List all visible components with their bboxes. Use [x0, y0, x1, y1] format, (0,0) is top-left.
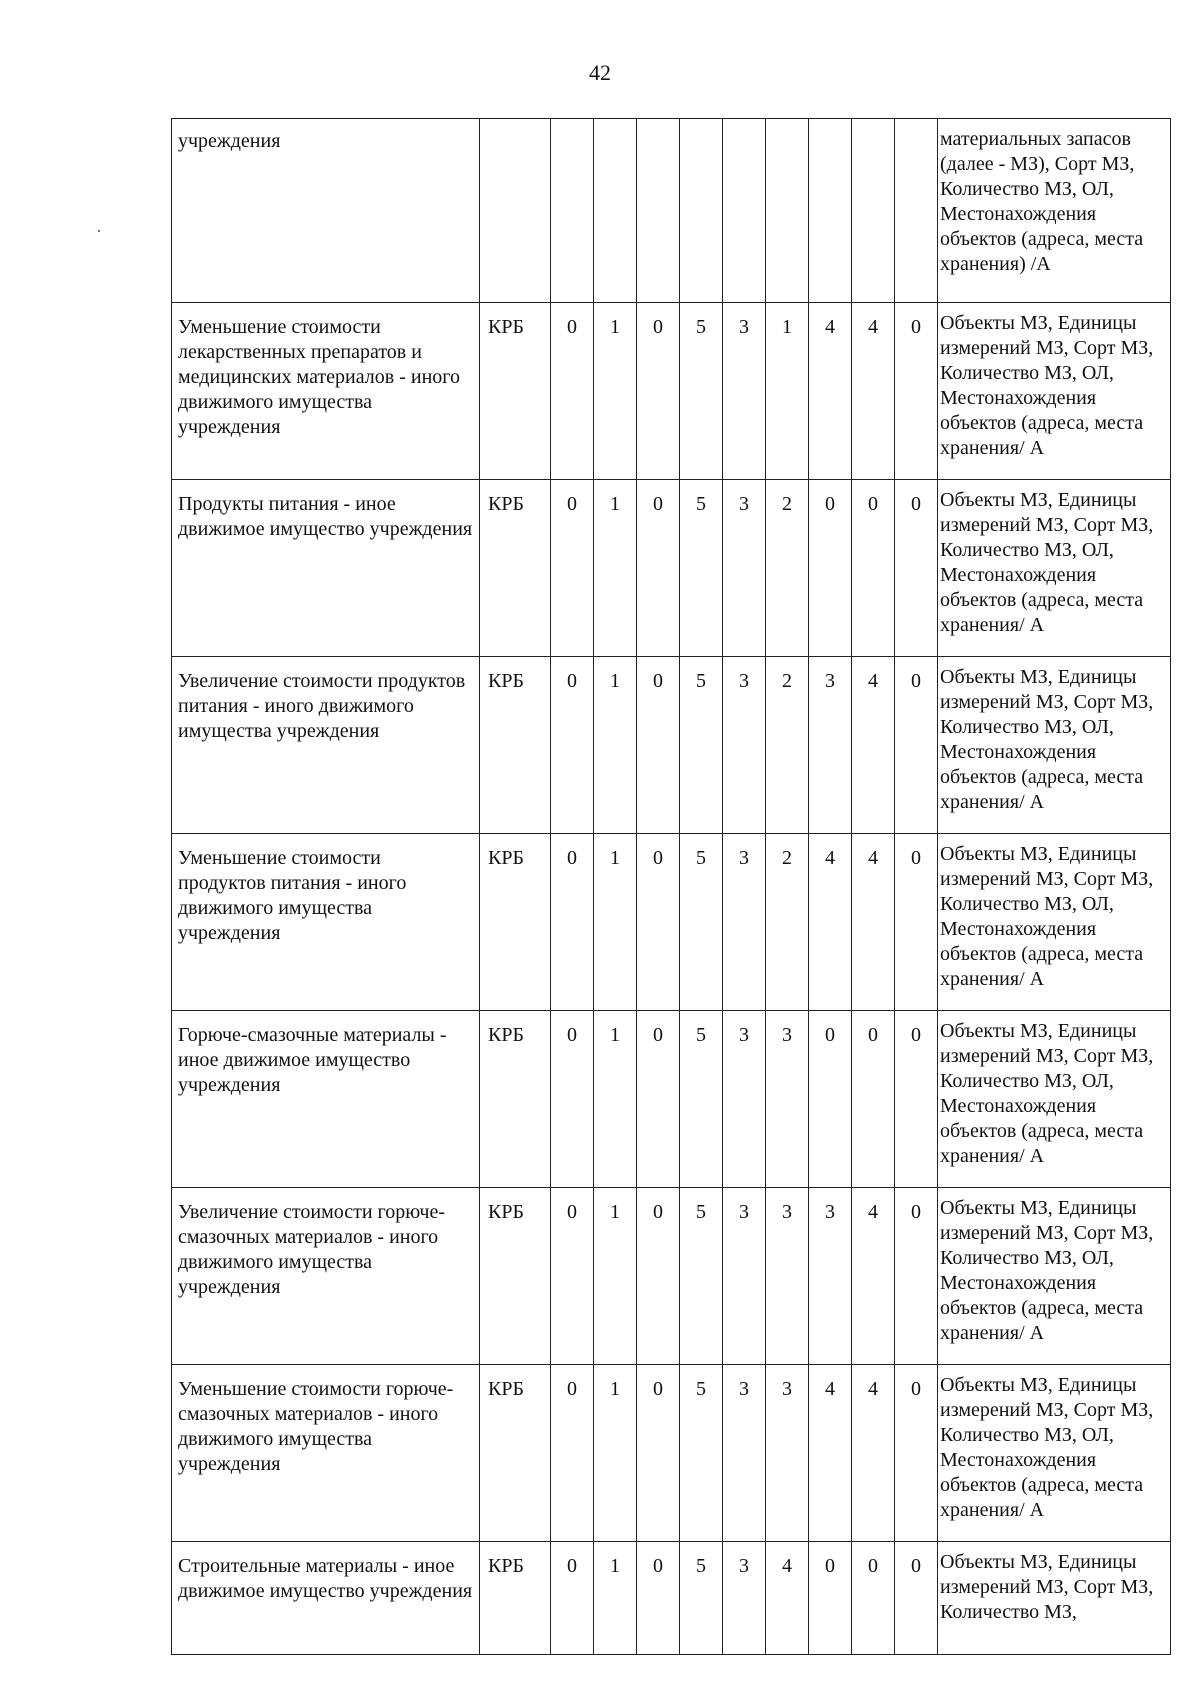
account-digit-cell: 1: [594, 1365, 637, 1542]
account-name-cell: Горюче-смазочные материалы - иное движимое имущество учреждения: [172, 1011, 480, 1188]
account-digit-cell: 0: [551, 834, 594, 1011]
analytics-description-cell: материальных запасов (далее - МЗ), Сорт МЗ, Количество МЗ, ОЛ, Местонахождения объектов (адреса, места хранения) /А: [938, 119, 1171, 303]
account-digit-cell: 0: [637, 1365, 680, 1542]
account-digit-cell: 3: [723, 1542, 766, 1655]
account-digit-cell: 0: [637, 480, 680, 657]
account-digit-cell: 0: [895, 1542, 938, 1655]
table-row: [172, 834, 1171, 1011]
account-name-cell: учреждения: [172, 119, 480, 303]
account-digit-cell: 0: [637, 1011, 680, 1188]
account-digit-cell: 1: [594, 480, 637, 657]
account-digit-cell: [594, 119, 637, 303]
account-digit-cell: 0: [637, 1542, 680, 1655]
table-row: [172, 1365, 1171, 1542]
account-digit-cell: 5: [680, 1542, 723, 1655]
account-digit-cell: 0: [809, 1011, 852, 1188]
account-digit-cell: 4: [809, 834, 852, 1011]
scan-speck: [98, 230, 100, 232]
account-digit-cell: [766, 119, 809, 303]
account-digit-cell: 0: [637, 834, 680, 1011]
account-digit-cell: 2: [766, 834, 809, 1011]
table-row: [172, 1542, 1171, 1655]
account-digit-cell: 0: [551, 1011, 594, 1188]
analytics-description-cell: Объекты МЗ, Единицы измерений МЗ, Сорт МЗ, Количество МЗ, ОЛ, Местонахождения объектов (адреса, места хранения/ А: [938, 480, 1171, 657]
account-digit-cell: 3: [723, 657, 766, 834]
account-digit-cell: 3: [809, 1188, 852, 1365]
account-digit-cell: 3: [723, 834, 766, 1011]
account-digit-cell: 1: [594, 834, 637, 1011]
analytics-description-cell: Объекты МЗ, Единицы измерений МЗ, Сорт МЗ, Количество МЗ,: [938, 1542, 1171, 1655]
kfo-cell: КРБ: [480, 1188, 551, 1365]
account-digit-cell: 0: [551, 303, 594, 480]
account-name-cell: Уменьшение стоимости продуктов питания - иного движимого имущества учреждения: [172, 834, 480, 1011]
accounts-table: [171, 118, 1171, 1655]
analytics-description-cell: Объекты МЗ, Единицы измерений МЗ, Сорт МЗ, Количество МЗ, ОЛ, Местонахождения объектов (адреса, места хранения/ А: [938, 657, 1171, 834]
account-digit-cell: 0: [551, 1188, 594, 1365]
account-digit-cell: 3: [723, 1188, 766, 1365]
account-digit-cell: 0: [809, 1542, 852, 1655]
account-digit-cell: 5: [680, 303, 723, 480]
account-digit-cell: 3: [809, 657, 852, 834]
account-digit-cell: 4: [852, 1365, 895, 1542]
account-digit-cell: 0: [852, 1542, 895, 1655]
account-digit-cell: 0: [895, 1365, 938, 1542]
account-digit-cell: 5: [680, 1365, 723, 1542]
kfo-cell: КРБ: [480, 657, 551, 834]
table-row: [172, 1188, 1171, 1365]
kfo-cell: КРБ: [480, 1011, 551, 1188]
account-digit-cell: 0: [637, 1188, 680, 1365]
kfo-cell: КРБ: [480, 480, 551, 657]
table-row: [172, 119, 1171, 303]
account-digit-cell: 0: [895, 1188, 938, 1365]
account-digit-cell: 3: [723, 1365, 766, 1542]
account-digit-cell: [723, 119, 766, 303]
account-digit-cell: 0: [551, 1542, 594, 1655]
account-digit-cell: 3: [766, 1365, 809, 1542]
account-digit-cell: [852, 119, 895, 303]
kfo-cell: КРБ: [480, 1542, 551, 1655]
accounts-table-wrapper: [171, 118, 1171, 1655]
account-digit-cell: 1: [594, 1188, 637, 1365]
table-row: [172, 657, 1171, 834]
account-digit-cell: 4: [766, 1542, 809, 1655]
analytics-description-cell: Объекты МЗ, Единицы измерений МЗ, Сорт МЗ, Количество МЗ, ОЛ, Местонахождения объектов (адреса, места хранения/ А: [938, 303, 1171, 480]
account-digit-cell: 0: [895, 657, 938, 834]
account-digit-cell: 0: [551, 1365, 594, 1542]
account-digit-cell: 5: [680, 1188, 723, 1365]
page-number: 42: [589, 60, 611, 85]
account-digit-cell: 4: [809, 1365, 852, 1542]
analytics-description-cell: Объекты МЗ, Единицы измерений МЗ, Сорт МЗ, Количество МЗ, ОЛ, Местонахождения объектов (адреса, места хранения/ А: [938, 1365, 1171, 1542]
account-digit-cell: 3: [723, 480, 766, 657]
account-name-cell: Уменьшение стоимости горюче-смазочных материалов - иного движимого имущества учреждения: [172, 1365, 480, 1542]
account-digit-cell: [680, 119, 723, 303]
account-digit-cell: 4: [809, 303, 852, 480]
account-digit-cell: 0: [895, 480, 938, 657]
account-digit-cell: 5: [680, 480, 723, 657]
account-digit-cell: 5: [680, 657, 723, 834]
analytics-description-cell: Объекты МЗ, Единицы измерений МЗ, Сорт МЗ, Количество МЗ, ОЛ, Местонахождения объектов (адреса, места хранения/ А: [938, 1011, 1171, 1188]
account-name-cell: Увеличение стоимости продуктов питания - иного движимого имущества учреждения: [172, 657, 480, 834]
account-name-cell: Увеличение стоимости горюче-смазочных материалов - иного движимого имущества учреждения: [172, 1188, 480, 1365]
account-digit-cell: 4: [852, 834, 895, 1011]
account-digit-cell: 1: [594, 657, 637, 834]
table-row: [172, 1011, 1171, 1188]
account-digit-cell: 0: [852, 1011, 895, 1188]
account-digit-cell: 0: [637, 303, 680, 480]
account-digit-cell: 2: [766, 657, 809, 834]
account-digit-cell: 3: [723, 303, 766, 480]
account-digit-cell: 0: [895, 1011, 938, 1188]
account-digit-cell: 3: [766, 1011, 809, 1188]
account-digit-cell: 5: [680, 1011, 723, 1188]
accounts-table-body: [172, 119, 1171, 1655]
kfo-cell: [480, 119, 551, 303]
kfo-cell: КРБ: [480, 834, 551, 1011]
table-row: [172, 303, 1171, 480]
account-digit-cell: 0: [895, 834, 938, 1011]
account-name-cell: Строительные материалы - иное движимое имущество учреждения: [172, 1542, 480, 1655]
account-digit-cell: 1: [594, 1011, 637, 1188]
analytics-description-cell: Объекты МЗ, Единицы измерений МЗ, Сорт МЗ, Количество МЗ, ОЛ, Местонахождения объектов (адреса, места хранения/ А: [938, 834, 1171, 1011]
account-digit-cell: 0: [637, 657, 680, 834]
analytics-description-cell: Объекты МЗ, Единицы измерений МЗ, Сорт МЗ, Количество МЗ, ОЛ, Местонахождения объектов (адреса, места хранения/ А: [938, 1188, 1171, 1365]
account-digit-cell: 4: [852, 657, 895, 834]
table-row: [172, 480, 1171, 657]
account-digit-cell: [551, 119, 594, 303]
account-digit-cell: 0: [551, 657, 594, 834]
account-digit-cell: [895, 119, 938, 303]
kfo-cell: КРБ: [480, 303, 551, 480]
account-digit-cell: 1: [766, 303, 809, 480]
account-digit-cell: [809, 119, 852, 303]
account-digit-cell: 0: [895, 303, 938, 480]
account-digit-cell: 1: [594, 1542, 637, 1655]
account-name-cell: Уменьшение стоимости лекарственных препаратов и медицинских материалов - иного движимого имущества учреждения: [172, 303, 480, 480]
kfo-cell: КРБ: [480, 1365, 551, 1542]
account-digit-cell: 5: [680, 834, 723, 1011]
account-digit-cell: 2: [766, 480, 809, 657]
account-digit-cell: 3: [723, 1011, 766, 1188]
account-digit-cell: 4: [852, 1188, 895, 1365]
account-digit-cell: 0: [551, 480, 594, 657]
account-digit-cell: 1: [594, 303, 637, 480]
account-digit-cell: 0: [809, 480, 852, 657]
account-digit-cell: [637, 119, 680, 303]
account-name-cell: Продукты питания - иное движимое имущество учреждения: [172, 480, 480, 657]
account-digit-cell: 3: [766, 1188, 809, 1365]
account-digit-cell: 0: [852, 480, 895, 657]
account-digit-cell: 4: [852, 303, 895, 480]
